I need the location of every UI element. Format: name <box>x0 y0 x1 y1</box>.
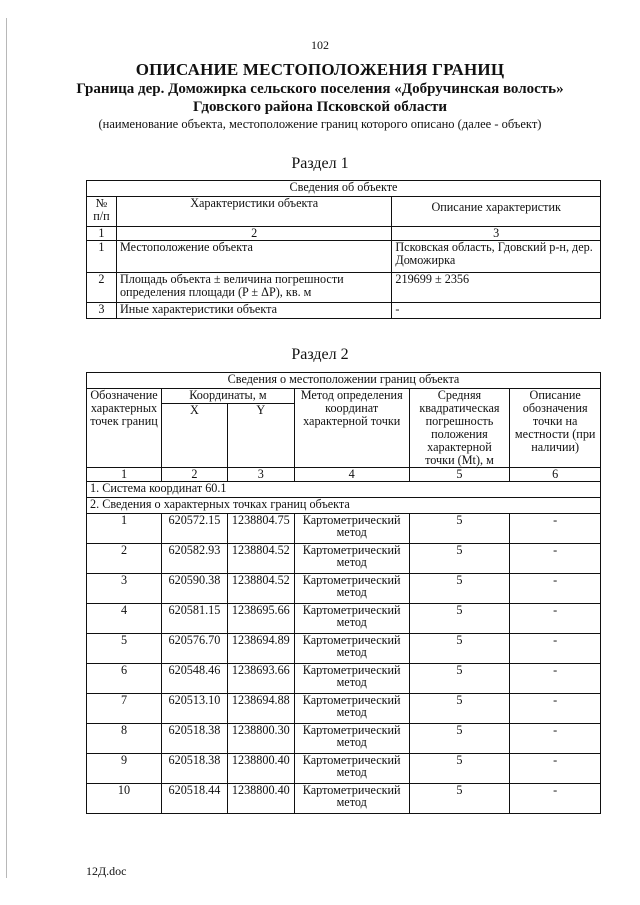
header-point: Обозначение характерных точек границ <box>87 389 162 468</box>
point-method: Картометрический метод <box>294 664 409 694</box>
row-characteristic: Площадь объекта ± величина погрешности определения площади (P ± ΔP), кв. м <box>116 273 391 303</box>
point-error: 5 <box>409 724 510 754</box>
table-row <box>87 574 601 604</box>
point-y: 1238694.88 <box>227 694 294 724</box>
col-number: 5 <box>409 468 510 482</box>
header-coordinates: Координаты, м <box>161 389 294 404</box>
row-characteristic: Иные характеристики объекта <box>116 303 391 319</box>
table-row <box>87 303 601 319</box>
point-error: 5 <box>409 604 510 634</box>
document-title: ОПИСАНИЕ МЕСТОПОЛОЖЕНИЯ ГРАНИЦ <box>135 60 505 79</box>
footer-filename: 12Д.doc <box>86 864 127 878</box>
point-method: Картометрический метод <box>294 724 409 754</box>
point-y: 1238800.40 <box>227 784 294 814</box>
object-name-line1: Граница дер. Доможирка сельского поселения «Добручинская волость» <box>76 81 564 97</box>
point-method: Картометрический метод <box>294 694 409 724</box>
row-value: Псковская область, Гдовский р-н, дер. Доможирка <box>392 241 601 273</box>
point-error: 5 <box>409 754 510 784</box>
point-id: 6 <box>87 664 162 694</box>
table-row <box>87 273 601 303</box>
point-y: 1238804.52 <box>227 574 294 604</box>
col-number: 2 <box>116 227 391 241</box>
point-id: 7 <box>87 694 162 724</box>
table-row <box>87 694 601 724</box>
point-error: 5 <box>409 664 510 694</box>
table-row <box>87 664 601 694</box>
point-y: 1238800.30 <box>227 724 294 754</box>
point-x: 620582.93 <box>161 544 227 574</box>
point-description: - <box>510 514 601 544</box>
point-y: 1238693.66 <box>227 664 294 694</box>
point-x: 620518.44 <box>161 784 227 814</box>
points-section-row: 2. Сведения о характерных точках границ объекта <box>87 498 601 514</box>
col-number: 6 <box>510 468 601 482</box>
point-error: 5 <box>409 634 510 664</box>
row-value: - <box>392 303 601 319</box>
col-number: 3 <box>227 468 294 482</box>
page-number: 102 <box>311 38 329 52</box>
col-number: 1 <box>87 227 117 241</box>
section2-heading: Раздел 2 <box>291 346 349 363</box>
table-row <box>87 784 601 814</box>
point-id: 1 <box>87 514 162 544</box>
point-description: - <box>510 604 601 634</box>
point-method: Картометрический метод <box>294 574 409 604</box>
point-x: 620581.15 <box>161 604 227 634</box>
point-description: - <box>510 544 601 574</box>
table-row <box>87 724 601 754</box>
header-number: № п/п <box>87 197 117 227</box>
table-row <box>87 754 601 784</box>
row-number: 1 <box>87 241 117 273</box>
col-number: 2 <box>161 468 227 482</box>
header-error: Средняя квадратическая погрешность положения характерной точки (Mt), м <box>409 389 510 468</box>
point-description: - <box>510 784 601 814</box>
row-number: 3 <box>87 303 117 319</box>
table-row <box>87 604 601 634</box>
point-id: 3 <box>87 574 162 604</box>
point-id: 10 <box>87 784 162 814</box>
header-description: Описание характеристик <box>392 197 601 227</box>
point-y: 1238695.66 <box>227 604 294 634</box>
point-y: 1238694.89 <box>227 634 294 664</box>
object-note: (наименование объекта, местоположение границ которого описано (далее - объект) <box>98 117 542 131</box>
point-x: 620513.10 <box>161 694 227 724</box>
row-characteristic: Местоположение объекта <box>116 241 391 273</box>
point-y: 1238804.52 <box>227 544 294 574</box>
point-error: 5 <box>409 514 510 544</box>
point-method: Картометрический метод <box>294 544 409 574</box>
point-x: 620572.15 <box>161 514 227 544</box>
row-value: 219699 ± 2356 <box>392 273 601 303</box>
table-title: Сведения об объекте <box>87 181 601 197</box>
point-method: Картометрический метод <box>294 514 409 544</box>
col-number: 1 <box>87 468 162 482</box>
scan-edge-line <box>6 18 7 878</box>
point-id: 5 <box>87 634 162 664</box>
object-name-line2: Гдовского района Псковской области <box>193 99 447 115</box>
header-x: X <box>161 404 227 468</box>
boundary-points-table <box>86 372 601 814</box>
header-characteristic: Характеристики объекта <box>116 197 391 227</box>
row-number: 2 <box>87 273 117 303</box>
point-id: 8 <box>87 724 162 754</box>
table-row <box>87 544 601 574</box>
point-error: 5 <box>409 694 510 724</box>
point-id: 4 <box>87 604 162 634</box>
point-x: 620590.38 <box>161 574 227 604</box>
point-method: Картометрический метод <box>294 754 409 784</box>
point-y: 1238800.40 <box>227 754 294 784</box>
object-info-table <box>86 180 601 319</box>
point-x: 620548.46 <box>161 664 227 694</box>
col-number: 4 <box>294 468 409 482</box>
table-row <box>87 241 601 273</box>
point-x: 620518.38 <box>161 754 227 784</box>
point-description: - <box>510 754 601 784</box>
section1-heading: Раздел 1 <box>291 155 349 172</box>
coordinate-system-row: 1. Система координат 60.1 <box>87 482 601 498</box>
point-id: 2 <box>87 544 162 574</box>
col-number: 3 <box>392 227 601 241</box>
point-description: - <box>510 634 601 664</box>
point-description: - <box>510 574 601 604</box>
point-x: 620518.38 <box>161 724 227 754</box>
point-description: - <box>510 694 601 724</box>
point-error: 5 <box>409 784 510 814</box>
point-error: 5 <box>409 544 510 574</box>
point-id: 9 <box>87 754 162 784</box>
point-x: 620576.70 <box>161 634 227 664</box>
header-description: Описание обозначения точки на местности (при наличии) <box>510 389 601 468</box>
point-method: Картометрический метод <box>294 634 409 664</box>
header-method: Метод определения координат характерной точки <box>294 389 409 468</box>
table-row <box>87 634 601 664</box>
header-y: Y <box>227 404 294 468</box>
point-y: 1238804.75 <box>227 514 294 544</box>
point-description: - <box>510 724 601 754</box>
table-title: Сведения о местоположении границ объекта <box>87 373 601 389</box>
point-description: - <box>510 664 601 694</box>
point-error: 5 <box>409 574 510 604</box>
table-row <box>87 514 601 544</box>
point-method: Картометрический метод <box>294 604 409 634</box>
point-method: Картометрический метод <box>294 784 409 814</box>
